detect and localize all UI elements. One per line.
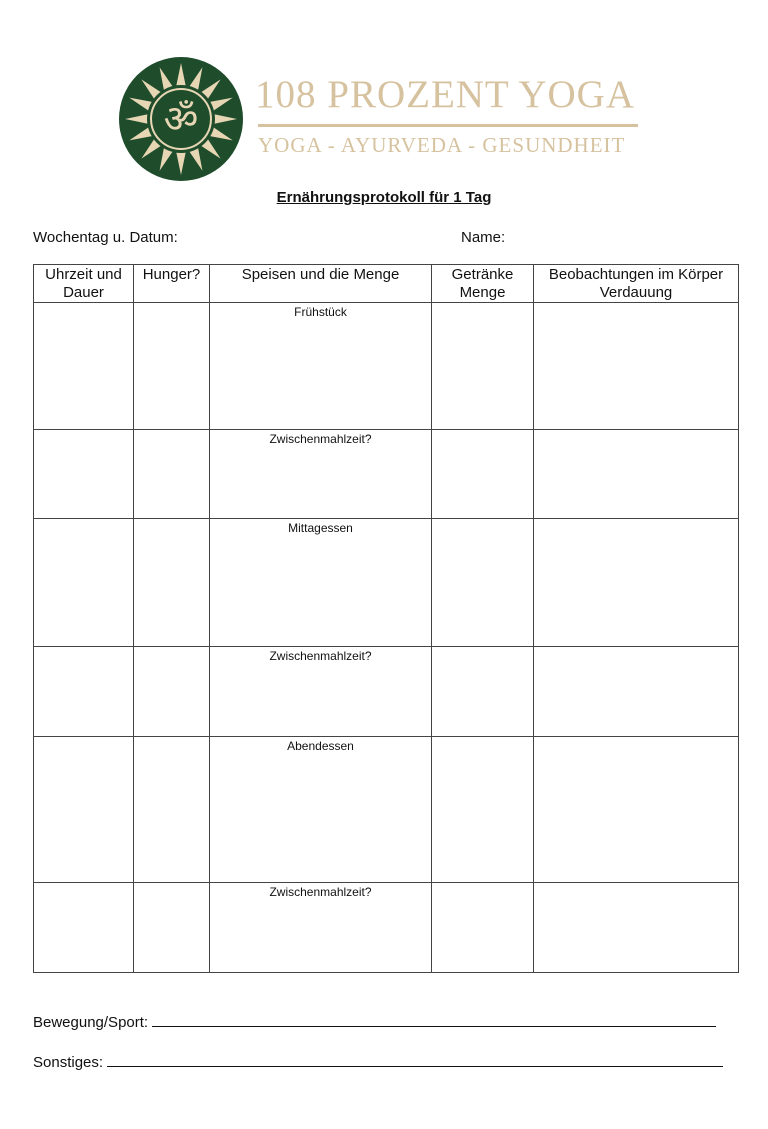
document-title: Ernährungsprotokoll für 1 Tag <box>276 189 492 206</box>
misc-input-line[interactable] <box>107 1066 723 1067</box>
time-cell[interactable] <box>34 303 134 430</box>
om-symbol: ॐ <box>163 97 199 141</box>
column-header-time: Uhrzeit und Dauer <box>34 265 134 303</box>
observations-cell[interactable] <box>534 737 739 883</box>
observations-cell[interactable] <box>534 303 739 430</box>
logo <box>118 56 244 182</box>
meal-label: Zwischenmahlzeit? <box>269 885 372 899</box>
table-header-row <box>34 265 739 303</box>
misc-label: Sonstiges: <box>33 1054 104 1071</box>
observations-cell[interactable] <box>534 519 739 647</box>
drinks-cell[interactable] <box>432 519 534 647</box>
observations-cell[interactable] <box>534 883 739 973</box>
column-header-food: Speisen und die Menge <box>210 265 432 303</box>
table-row <box>34 883 739 973</box>
drinks-cell[interactable] <box>432 430 534 519</box>
column-header-drinks: Getränke Menge <box>432 265 534 303</box>
name-label: Name: <box>461 229 506 246</box>
brand-title: 108 PROZENT YOGA <box>255 73 636 116</box>
observations-cell[interactable] <box>534 430 739 519</box>
hunger-cell[interactable] <box>134 883 210 973</box>
brand-divider <box>258 124 638 127</box>
table-row <box>34 430 739 519</box>
meal-label: Mittagessen <box>288 521 353 535</box>
movement-input-line[interactable] <box>152 1026 716 1027</box>
observations-cell[interactable] <box>534 647 739 737</box>
time-cell[interactable] <box>34 647 134 737</box>
misc-row <box>33 1054 723 1071</box>
meal-label: Abendessen <box>287 739 354 753</box>
meal-label: Zwischenmahlzeit? <box>269 649 372 663</box>
food-cell[interactable] <box>210 737 432 883</box>
drinks-cell[interactable] <box>432 303 534 430</box>
nutrition-protocol-table <box>33 264 739 973</box>
table-row <box>34 647 739 737</box>
hunger-cell[interactable] <box>134 430 210 519</box>
food-cell[interactable] <box>210 519 432 647</box>
weekday-date-label: Wochentag u. Datum: <box>33 229 178 246</box>
meal-label: Frühstück <box>294 305 347 319</box>
food-cell[interactable] <box>210 430 432 519</box>
food-cell[interactable] <box>210 303 432 430</box>
om-sun-icon <box>118 56 244 182</box>
drinks-cell[interactable] <box>432 647 534 737</box>
drinks-cell[interactable] <box>432 883 534 973</box>
drinks-cell[interactable] <box>432 737 534 883</box>
hunger-cell[interactable] <box>134 303 210 430</box>
food-cell[interactable] <box>210 883 432 973</box>
hunger-cell[interactable] <box>134 519 210 647</box>
table-row <box>34 303 739 430</box>
food-cell[interactable] <box>210 647 432 737</box>
meal-label: Zwischenmahlzeit? <box>269 432 372 446</box>
time-cell[interactable] <box>34 430 134 519</box>
brand-subtitle: YOGA - AYURVEDA - GESUNDHEIT <box>258 133 626 157</box>
column-header-observations: Beobachtungen im Körper Verdauung <box>534 265 739 303</box>
movement-row <box>33 1014 716 1031</box>
time-cell[interactable] <box>34 883 134 973</box>
movement-label: Bewegung/Sport: <box>33 1014 149 1031</box>
table-row <box>34 737 739 883</box>
hunger-cell[interactable] <box>134 647 210 737</box>
table-row <box>34 519 739 647</box>
time-cell[interactable] <box>34 519 134 647</box>
column-header-hunger: Hunger? <box>134 265 210 303</box>
hunger-cell[interactable] <box>134 737 210 883</box>
time-cell[interactable] <box>34 737 134 883</box>
